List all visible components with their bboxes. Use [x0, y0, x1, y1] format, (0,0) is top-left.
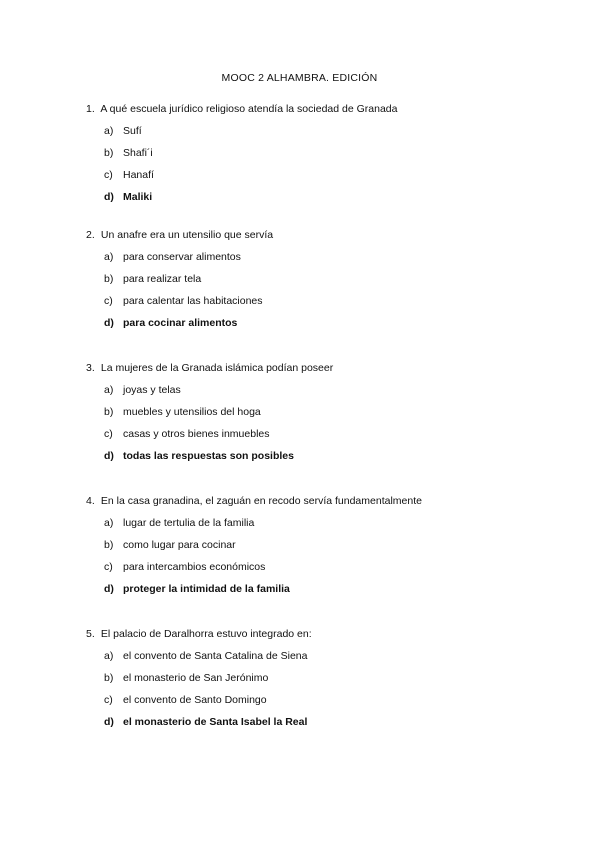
question-prompt: El palacio de Daralhorra estuvo integrado en: [100, 628, 312, 640]
option-text: Shafi´i [123, 147, 153, 159]
option-letter: d) [104, 191, 114, 203]
option-letter: d) [104, 716, 114, 728]
question-text [86, 228, 566, 250]
question-text [86, 494, 566, 516]
option-text: casas y otros bienes inmuebles [123, 428, 270, 440]
option-text: para conservar alimentos [123, 251, 241, 263]
option-a [104, 124, 566, 146]
option-letter: a) [104, 251, 114, 263]
option-a [104, 383, 566, 405]
option-text: el monasterio de Santa Isabel la Real [123, 716, 308, 728]
option-letter: c) [104, 295, 113, 307]
question-2 [86, 228, 566, 338]
option-letter: a) [104, 650, 114, 662]
option-text: como lugar para cocinar [123, 539, 236, 551]
question-text [86, 361, 566, 383]
option-d-correct [104, 715, 566, 737]
option-letter: c) [104, 428, 113, 440]
option-a [104, 250, 566, 272]
option-a [104, 516, 566, 538]
option-letter: d) [104, 450, 114, 462]
option-c [104, 294, 566, 316]
option-b [104, 146, 566, 168]
option-d-correct [104, 449, 566, 471]
option-b [104, 272, 566, 294]
option-letter: c) [104, 561, 113, 573]
question-prompt: Un anafre era un utensilio que servía [100, 229, 274, 241]
option-letter: a) [104, 125, 114, 137]
option-b [104, 538, 566, 560]
question-text [86, 102, 566, 124]
option-text: joyas y telas [123, 384, 181, 396]
option-letter: c) [104, 169, 113, 181]
question-number: 1. [86, 103, 95, 115]
option-text: proteger la intimidad de la familia [123, 583, 290, 595]
option-text: muebles y utensilios del hoga [123, 406, 261, 418]
option-letter: b) [104, 539, 114, 551]
option-c [104, 168, 566, 190]
option-text: Hanafí [123, 169, 154, 181]
option-text: para cocinar alimentos [123, 317, 238, 329]
question-number: 5. [86, 628, 95, 640]
question-3 [86, 361, 566, 471]
option-b [104, 671, 566, 693]
question-number: 4. [86, 495, 95, 507]
option-letter: b) [104, 273, 114, 285]
option-letter: a) [104, 384, 114, 396]
question-prompt: En la casa granadina, el zaguán en recodo servía fundamentalmente [100, 495, 422, 507]
option-text: Maliki [123, 191, 153, 203]
option-text: todas las respuestas son posibles [123, 450, 294, 462]
option-text: para realizar tela [123, 273, 202, 285]
option-letter: d) [104, 583, 114, 595]
option-c [104, 560, 566, 582]
option-letter: b) [104, 672, 114, 684]
page-title: MOOC 2 ALHAMBRA. EDICIÓN [221, 72, 378, 84]
option-letter: b) [104, 147, 114, 159]
question-1 [86, 102, 566, 212]
option-text: lugar de tertulia de la familia [123, 517, 255, 529]
option-text: el monasterio de San Jerónimo [123, 672, 269, 684]
option-d-correct [104, 582, 566, 604]
option-text: el convento de Santo Domingo [123, 694, 267, 706]
option-letter: a) [104, 517, 114, 529]
option-b [104, 405, 566, 427]
question-prompt: A qué escuela jurídico religioso atendía la sociedad de Granada [100, 103, 398, 115]
option-letter: c) [104, 694, 113, 706]
question-number: 2. [86, 229, 95, 241]
question-prompt: La mujeres de la Granada islámica podían poseer [100, 362, 334, 374]
option-text: para intercambios económicos [123, 561, 266, 573]
question-4 [86, 494, 566, 604]
option-text: para calentar las habitaciones [123, 295, 263, 307]
option-d-correct [104, 190, 566, 212]
question-text [86, 627, 566, 649]
option-a [104, 649, 566, 671]
option-c [104, 693, 566, 715]
option-d-correct [104, 316, 566, 338]
question-number: 3. [86, 362, 95, 374]
option-letter: b) [104, 406, 114, 418]
option-letter: d) [104, 317, 114, 329]
option-c [104, 427, 566, 449]
option-text: el convento de Santa Catalina de Siena [123, 650, 308, 662]
question-5 [86, 627, 566, 737]
option-text: Sufí [123, 125, 142, 137]
